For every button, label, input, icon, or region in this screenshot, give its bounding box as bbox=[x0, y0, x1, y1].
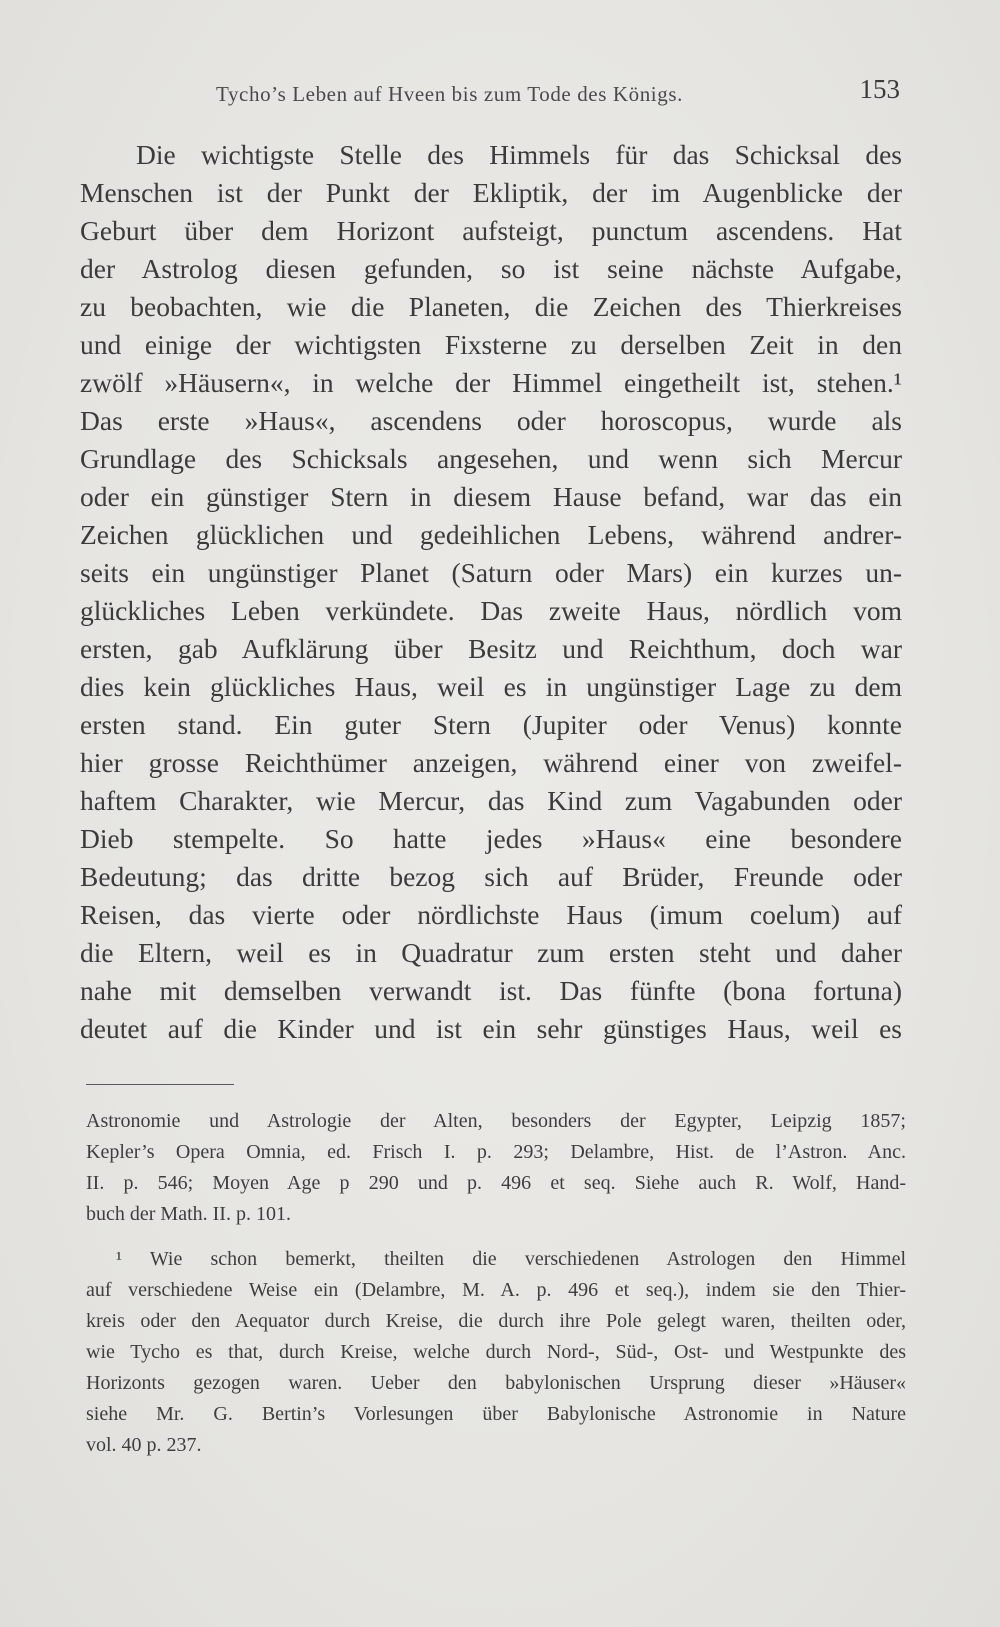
body-line: nahe mit demselben verwandt ist. Das fünfte (bona fortuna) bbox=[80, 975, 902, 1006]
footnote-line: II. p. 546; Moyen Age p 290 und p. 496 et seq. Siehe auch R. Wolf, Hand- bbox=[86, 1172, 906, 1194]
footnote-line: auf verschiedene Weise ein (Delambre, M. A. p. 496 et seq.), indem sie den Thier- bbox=[86, 1279, 906, 1301]
body-line: zwölf »Häusern«, in welche der Himmel eingetheilt ist, stehen.¹ bbox=[80, 367, 902, 398]
footnote-line: siehe Mr. G. Bertin’s Vorlesungen über Babylonische Astronomie in Nature bbox=[86, 1403, 906, 1425]
body-line: und einige der wichtigsten Fixsterne zu derselben Zeit in den bbox=[80, 329, 902, 360]
body-line: seits ein ungünstiger Planet (Saturn oder Mars) ein kurzes un- bbox=[80, 557, 902, 588]
body-line: Zeichen glücklichen und gedeihlichen Lebens, während andrer- bbox=[80, 519, 902, 550]
body-line: deutet auf die Kinder und ist ein sehr günstiges Haus, weil es bbox=[80, 1013, 902, 1044]
body-line: Die wichtigste Stelle des Himmels für das Schicksal des bbox=[136, 139, 902, 170]
body-line: Grundlage des Schicksals angesehen, und wenn sich Mercur bbox=[80, 443, 902, 474]
footnote-line: wie Tycho es that, durch Kreise, welche durch Nord-, Süd-, Ost- und Westpunkte des bbox=[86, 1341, 906, 1363]
body-line: hier grosse Reichthümer anzeigen, während einer von zweifel- bbox=[80, 747, 902, 778]
body-line: Dieb stempelte. So hatte jedes »Haus« eine besondere bbox=[80, 823, 902, 854]
body-line: ersten, gab Aufklärung über Besitz und Reichthum, doch war bbox=[80, 633, 902, 664]
body-text bbox=[80, 136, 902, 1048]
footnote-gap bbox=[86, 1230, 906, 1244]
footnote-rule bbox=[86, 1084, 234, 1085]
footnote-line: Horizonts gezogen waren. Ueber den babylonischen Ursprung dieser »Häuser« bbox=[86, 1372, 906, 1394]
running-head bbox=[78, 74, 900, 114]
body-line: Menschen ist der Punkt der Ekliptik, der im Augenblicke der bbox=[80, 177, 902, 208]
body-line: Das erste »Haus«, ascendens oder horoscopus, wurde als bbox=[80, 405, 902, 436]
body-line: Reisen, das vierte oder nördlichste Haus (imum coelum) auf bbox=[80, 899, 902, 930]
running-head-title: Tycho’s Leben auf Hveen bis zum Tode des Königs. bbox=[216, 82, 683, 106]
footnote-line: vol. 40 p. 237. bbox=[86, 1434, 202, 1456]
body-line: ersten stand. Ein guter Stern (Jupiter oder Venus) konnte bbox=[80, 709, 902, 740]
body-line: Geburt über dem Horizont aufsteigt, punctum ascendens. Hat bbox=[80, 215, 902, 246]
body-line: der Astrolog diesen gefunden, so ist seine nächste Aufgabe, bbox=[80, 253, 902, 284]
footnote-line: kreis oder den Aequator durch Kreise, die durch ihre Pole gelegt waren, theilten oder, bbox=[86, 1310, 906, 1332]
body-line: oder ein günstiger Stern in diesem Hause befand, war das ein bbox=[80, 481, 902, 512]
footnote-line: buch der Math. II. p. 101. bbox=[86, 1203, 291, 1225]
footnote-line: Astronomie und Astrologie der Alten, besonders der Egypter, Leipzig 1857; bbox=[86, 1110, 906, 1132]
body-line: zu beobachten, wie die Planeten, die Zeichen des Thierkreises bbox=[80, 291, 902, 322]
body-line: dies kein glückliches Haus, weil es in ungünstiger Lage zu dem bbox=[80, 671, 902, 702]
footnote-line: ¹ Wie schon bemerkt, theilten die verschiedenen Astrologen den Himmel bbox=[116, 1248, 906, 1270]
body-line: glückliches Leben verkündete. Das zweite Haus, nördlich vom bbox=[80, 595, 902, 626]
footnotes bbox=[86, 1106, 906, 1461]
footnote-line: Kepler’s Opera Omnia, ed. Frisch I. p. 293; Delambre, Hist. de l’Astron. Anc. bbox=[86, 1141, 906, 1163]
body-line: Bedeutung; das dritte bezog sich auf Brüder, Freunde oder bbox=[80, 861, 902, 892]
body-line: die Eltern, weil es in Quadratur zum ersten steht und daher bbox=[80, 937, 902, 968]
body-line: haftem Charakter, wie Mercur, das Kind zum Vagabunden oder bbox=[80, 785, 902, 816]
page-number: 153 bbox=[859, 74, 900, 104]
